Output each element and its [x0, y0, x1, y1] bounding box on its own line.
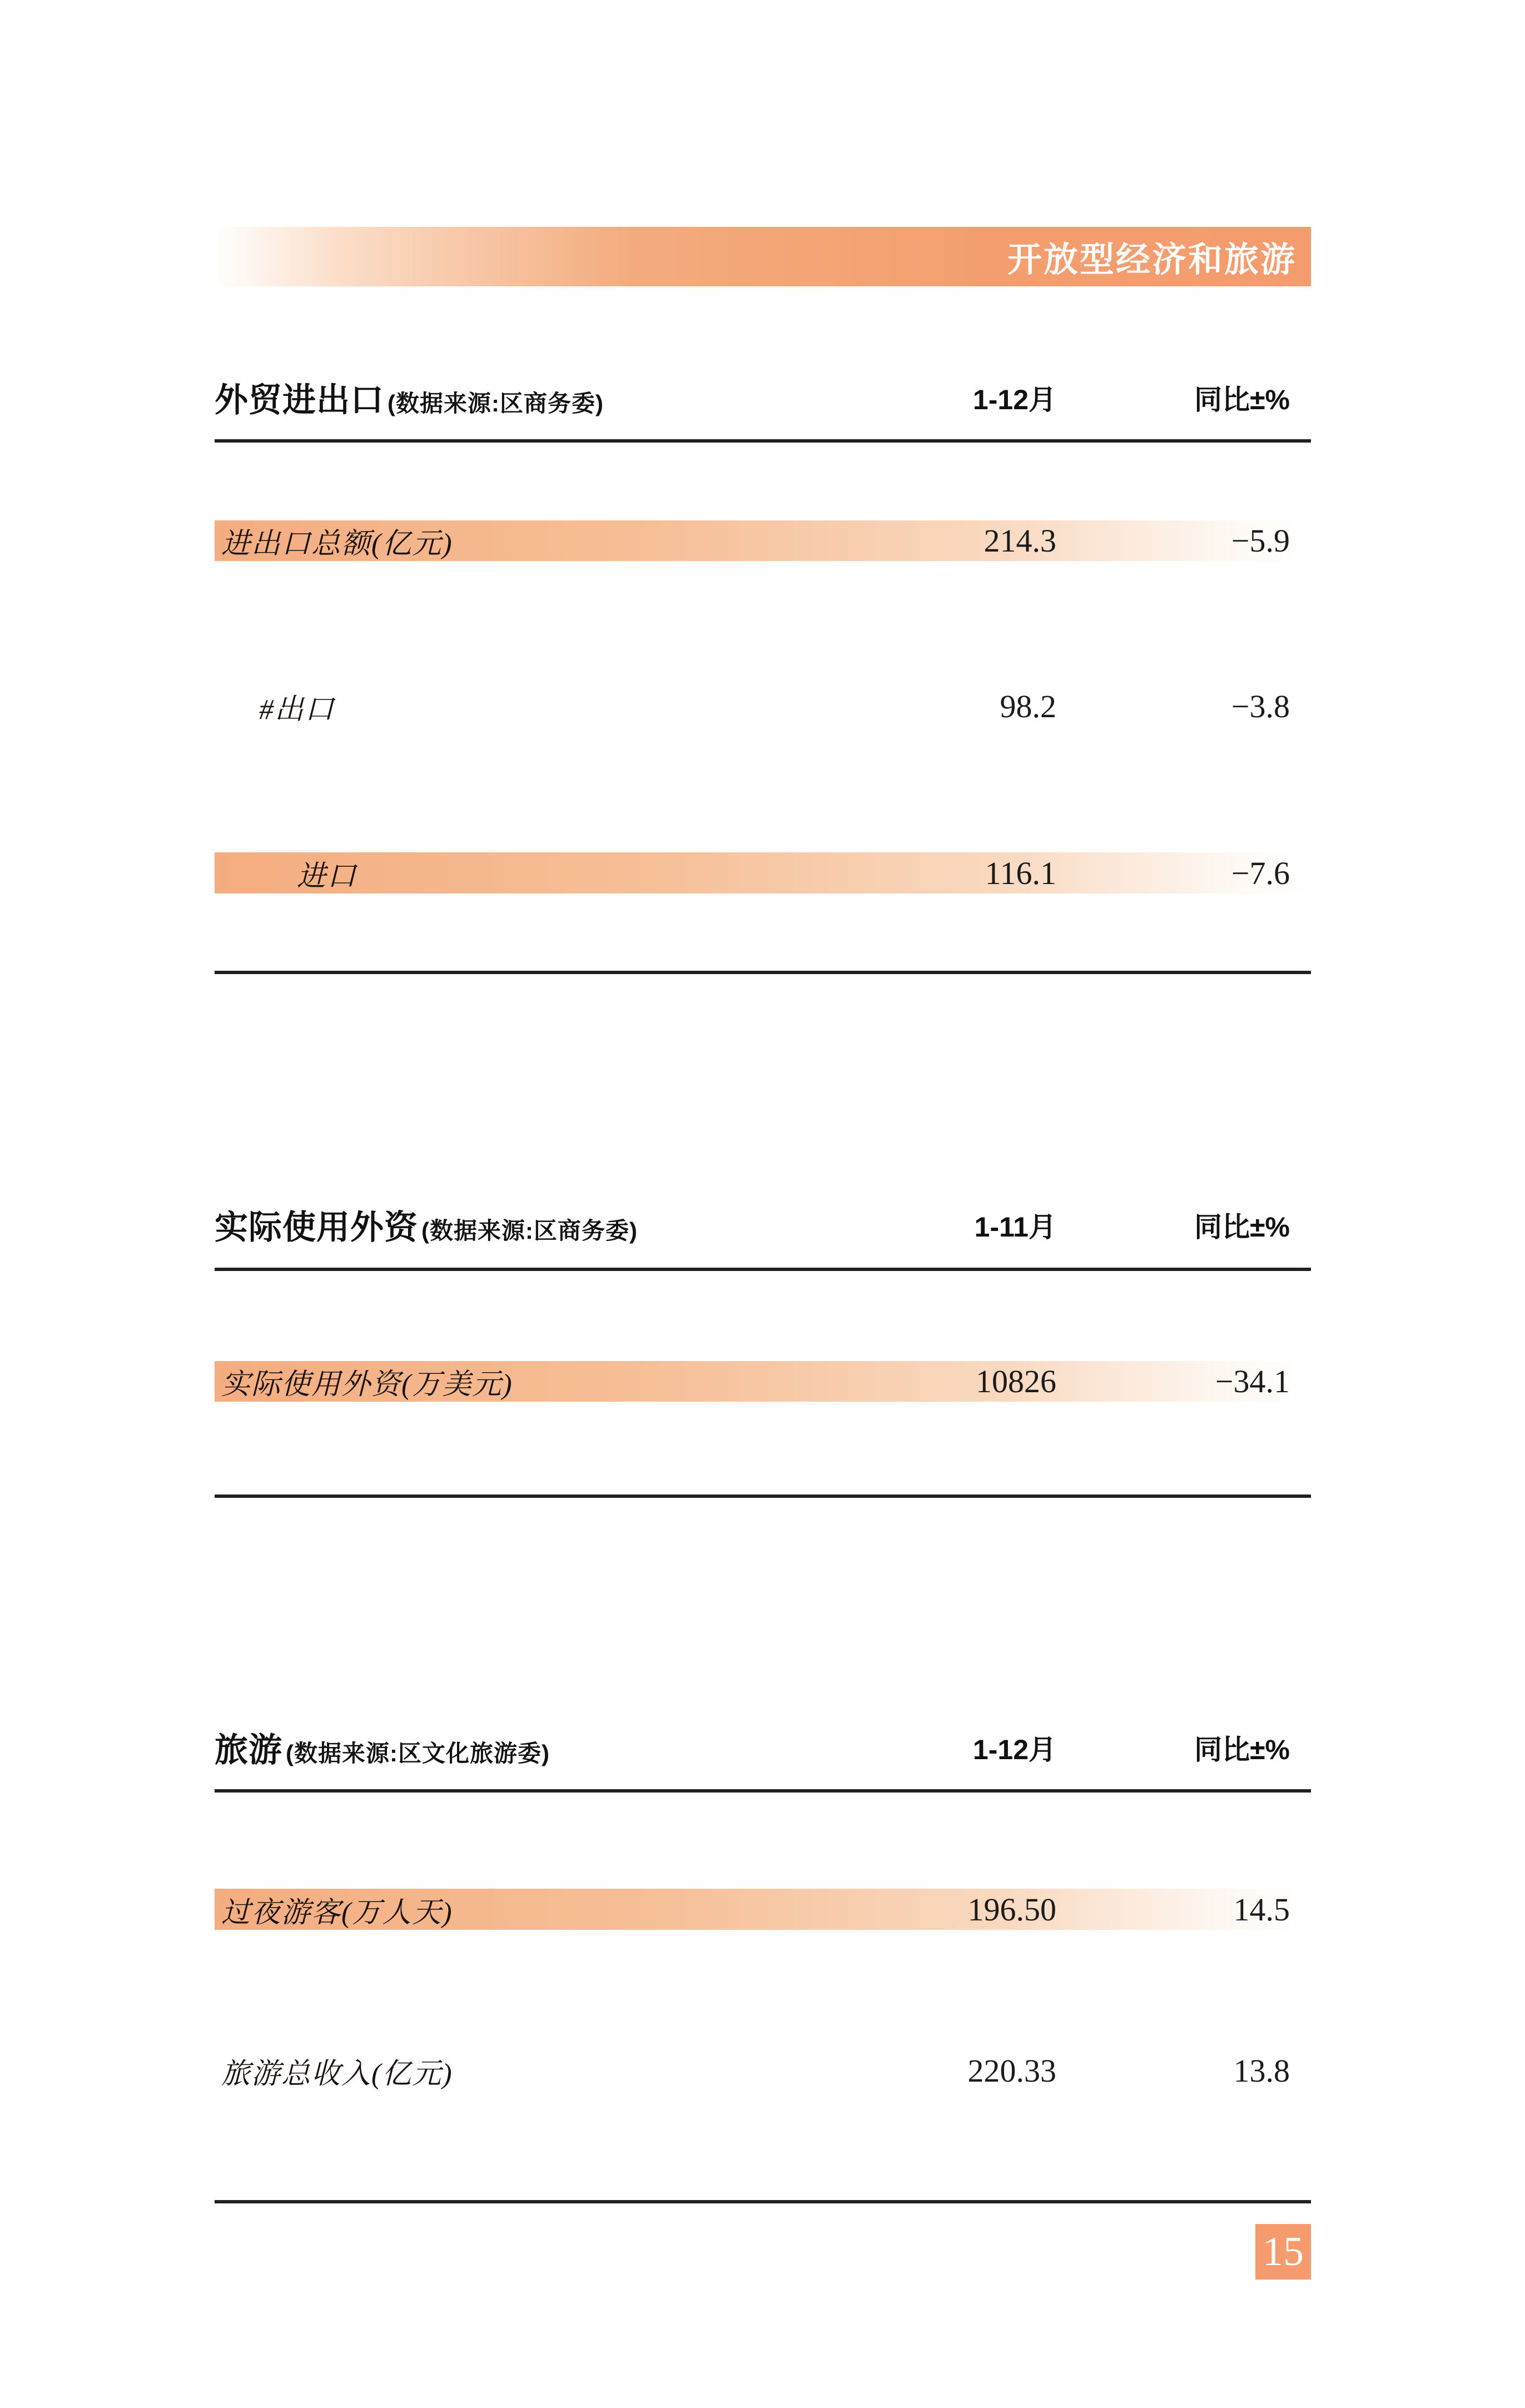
row-value-period: 220.33: [967, 2053, 1056, 2089]
section-title: 实际使用外资: [215, 1209, 418, 1246]
source-note: (数据来源:区文化旅游委): [286, 1740, 550, 1766]
row-value-period: 196.50: [967, 1891, 1056, 1928]
section-tourism: [215, 1699, 1311, 2232]
table-row: [215, 852, 1311, 893]
section-title: 外贸进出口: [215, 381, 384, 419]
row-value-yoy: −7.6: [1231, 855, 1290, 891]
row-label: #出口: [259, 694, 335, 726]
yoy-column-header: 同比±%: [1194, 384, 1290, 415]
period-column-header: 1-11月: [974, 1212, 1056, 1243]
section-title-group: [215, 374, 838, 421]
section-title-group: [215, 1724, 838, 1771]
row-label: 进出口总额(亿元): [221, 528, 453, 560]
table-row: [215, 686, 1311, 727]
row-value-yoy: −5.9: [1231, 523, 1290, 559]
source-note: (数据来源:区商务委): [388, 390, 604, 416]
section-header: [215, 1200, 1311, 1250]
row-label: 进口: [297, 860, 357, 892]
section-header: [215, 373, 1311, 423]
row-label: 旅游总收入(亿元): [221, 2058, 453, 2090]
yoy-column-header: 同比±%: [1194, 1212, 1290, 1243]
row-value-period: 98.2: [1000, 688, 1056, 724]
row-value-yoy: 14.5: [1233, 1891, 1290, 1928]
table-row: [215, 520, 1311, 561]
row-value-period: 214.3: [983, 523, 1056, 559]
divider-rule: [215, 971, 1311, 974]
section-foreign-trade: [215, 356, 1311, 1023]
section-title-group: [215, 1201, 838, 1249]
divider-rule: [215, 1495, 1311, 1498]
period-column-header: 1-12月: [972, 384, 1056, 415]
table-row: [215, 1889, 1311, 1930]
row-value-yoy: −34.1: [1215, 1363, 1290, 1399]
divider-rule: [215, 2200, 1311, 2203]
page-number: 15: [1263, 2228, 1304, 2275]
section-banner: [215, 227, 1311, 286]
row-value-period: 116.1: [985, 855, 1056, 891]
yoy-column-header: 同比±%: [1194, 1734, 1290, 1765]
row-value-yoy: 13.8: [1233, 2053, 1290, 2089]
page-number-badge: [1255, 2224, 1311, 2280]
row-value-yoy: −3.8: [1231, 688, 1290, 724]
section-header: [215, 1722, 1311, 1773]
divider-rule: [215, 439, 1311, 443]
divider-rule: [215, 1268, 1311, 1271]
section-foreign-investment: [215, 1176, 1311, 1532]
table-row: [215, 1361, 1311, 1402]
source-note: (数据来源:区商务委): [421, 1218, 638, 1244]
row-label: 实际使用外资(万美元): [221, 1369, 513, 1401]
section-title: 旅游: [215, 1731, 282, 1769]
divider-rule: [215, 1789, 1311, 1793]
banner-title: 开放型经济和旅游: [1007, 241, 1297, 279]
period-column-header: 1-12月: [972, 1734, 1056, 1765]
row-label: 过夜游客(万人天): [221, 1896, 453, 1929]
row-value-period: 10826: [976, 1363, 1056, 1399]
table-row: [215, 2050, 1311, 2091]
